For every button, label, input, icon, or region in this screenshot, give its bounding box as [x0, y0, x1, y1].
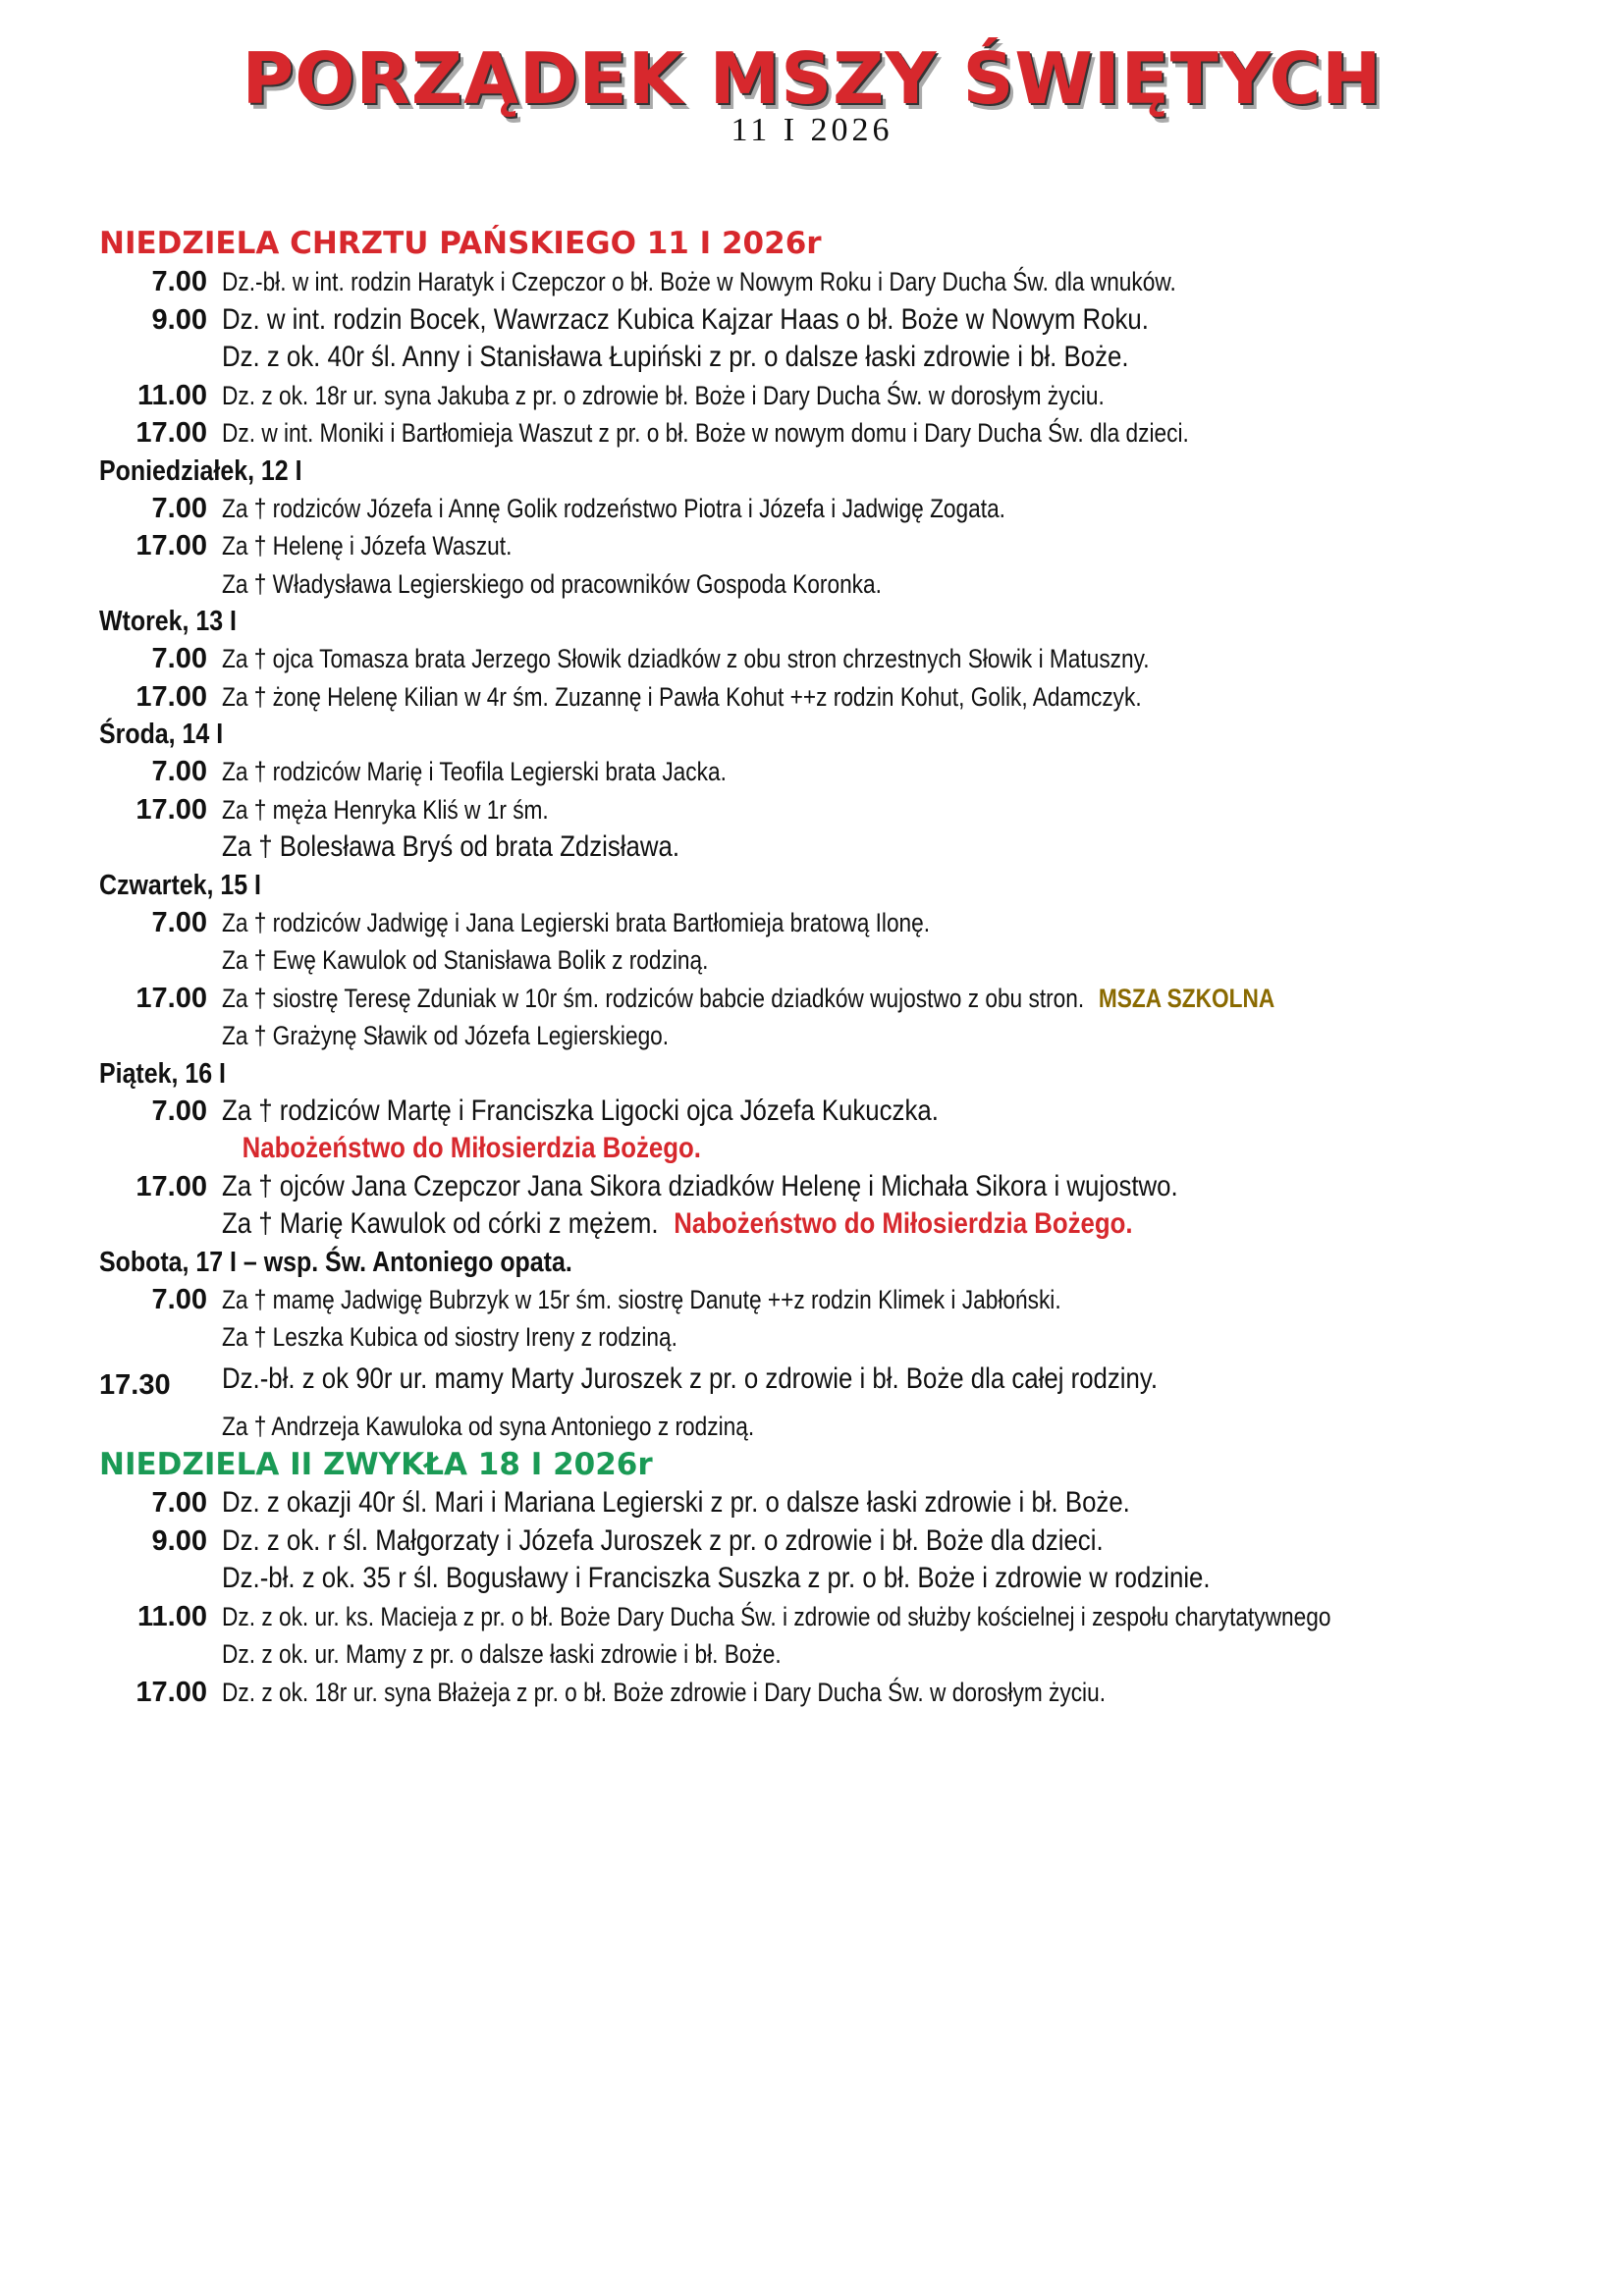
mass-entry: [0, 1674, 1624, 1712]
mass-intention: Dz. z okazji 40r śl. Mari i Mariana Legierski z pr. o dalsze łaski zdrowie i bł. Boże.: [222, 1486, 1130, 1519]
mass-time: 17.00: [135, 793, 207, 826]
mass-entry: [0, 1598, 1624, 1636]
mass-intention: Dz.-bł. z ok. 35 r śl. Bogusławy i Franciszka Suszka z pr. o bł. Boże i zdrowie w rodzinie.: [222, 1562, 1211, 1594]
mass-time: 7.00: [151, 492, 207, 524]
mass-entry: [0, 678, 1624, 717]
mass-entry: [0, 1205, 1624, 1244]
mass-time: 7.00: [151, 906, 207, 938]
mass-intention: Za † Bolesława Bryś od brata Zdzisława.: [222, 830, 680, 863]
mass-time: 7.00: [151, 643, 207, 674]
day-heading: Wtorek, 13 I: [99, 606, 237, 637]
mass-time: 17.00: [135, 530, 207, 561]
mass-entry: [0, 490, 1624, 528]
mass-intention: Dz. w int. Moniki i Bartłomieja Waszut z pr. o bł. Boże w nowym domu i Dary Ducha Św. dla dzieci.: [222, 418, 1189, 448]
mass-time: 17.00: [135, 680, 207, 713]
mass-intention: Za † męża Henryka Kliś w 1r śm.: [222, 794, 549, 825]
mass-intention: Za † Leszka Kubica od siostry Ireny z rodziną.: [222, 1322, 677, 1352]
mass-intention: Za † rodziców Józefa i Annę Golik rodzeństwo Piotra i Józefa i Jadwigę Zogata.: [222, 493, 1005, 523]
mass-intention: Dz.-bł. w int. rodzin Haratyk i Czepczor o bł. Boże w Nowym Roku i Dary Ducha Św. dla wnuków.: [222, 267, 1176, 296]
mass-entry: [0, 1560, 1624, 1598]
mass-intention: Dz. z ok. 40r śl. Anny i Stanisława Łupiński z pr. o dalsze łaski zdrowie i bł. Boże.: [222, 341, 1129, 373]
mass-intention: Dz. w int. rodzin Bocek, Wawrzacz Kubica Kajzar Haas o bł. Boże w Nowym Roku.: [222, 302, 1149, 336]
mass-time: 11.00: [137, 1600, 207, 1632]
mass-entry: [0, 1484, 1624, 1522]
mass-entry: [0, 1168, 1624, 1206]
mass-time: 17.00: [135, 417, 207, 449]
mass-entry: [0, 565, 1624, 604]
mass-entry: [0, 1318, 1624, 1357]
mass-entry: [0, 263, 1624, 301]
mass-time: 7.00: [151, 1487, 207, 1519]
mass-intention: Za † Władysława Legierskiego od pracowników Gospoda Koronka.: [222, 568, 882, 599]
mass-intention: Dz.-bł. z ok 90r ur. mamy Marty Juroszek z pr. o zdrowie i bł. Boże dla całej rodziny.: [222, 1362, 1159, 1395]
day-heading: Czwartek, 15 I: [99, 869, 261, 901]
mass-time: 9.00: [151, 1524, 207, 1557]
mass-entry: [0, 828, 1624, 867]
mass-time: 17.30: [99, 1368, 171, 1401]
mass-entry: [0, 339, 1624, 377]
mass-entry: [0, 377, 1624, 415]
mass-entry: [0, 1017, 1624, 1055]
mass-intention: Za † rodziców Martę i Franciszka Ligocki ojca Józefa Kukuczka.: [222, 1094, 939, 1127]
mass-intention: Za † rodziców Marię i Teofila Legierski brata Jacka.: [222, 757, 727, 786]
mass-entry: [0, 527, 1624, 565]
mass-entry: [0, 1408, 1624, 1446]
mass-intention: Za † Marię Kawulok od córki z mężem. Nabożeństwo do Miłosierdzia Bożego.: [222, 1207, 1133, 1240]
day-heading: Środa, 14 I: [99, 719, 224, 750]
mass-time: 11.00: [137, 379, 207, 411]
mass-intention: Dz. z ok. 18r ur. syna Błażeja z pr. o bł. Boże zdrowie i Dary Ducha Św. w dorosłym życiu.: [222, 1677, 1106, 1707]
devotion-note: Nabożeństwo do Miłosierdzia Bożego.: [667, 1207, 1133, 1240]
mass-intention: Za † ojców Jana Czepczor Jana Sikora dziadków Helenę i Michała Sikora i wujostwo.: [222, 1169, 1178, 1202]
mass-entry: [0, 791, 1624, 829]
mass-entry: [0, 1522, 1624, 1561]
mass-intention: [222, 1130, 701, 1167]
devotion-note: Nabożeństwo do Miłosierdzia Bożego.: [242, 1132, 701, 1164]
mass-intention: Dz. z ok. ur. ks. Macieja z pr. o bł. Boże Dary Ducha Św. i zdrowie od służby kościelnej i zespołu charytatywnego: [222, 1601, 1331, 1631]
mass-entry: [0, 414, 1624, 453]
schedule-date: 11 I 2026: [731, 112, 893, 148]
mass-time: 17.00: [135, 1676, 207, 1708]
mass-intention: Dz. z ok. 18r ur. syna Jakuba z pr. o zdrowie bł. Boże i Dary Ducha Św. w dorosłym życiu.: [222, 380, 1105, 410]
day-heading: Sobota, 17 I – wsp. Św. Antoniego opata.: [99, 1246, 572, 1278]
mass-schedule: [0, 224, 1624, 1711]
mass-entry: [0, 753, 1624, 791]
mass-time: 7.00: [151, 1095, 207, 1127]
mass-intention: Dz. z ok. r śl. Małgorzaty i Józefa Juroszek z pr. o zdrowie i bł. Boże dla dzieci.: [222, 1523, 1104, 1557]
mass-entry: [0, 1357, 1624, 1408]
mass-intention: Za † ojca Tomasza brata Jerzego Słowik dziadków z obu stron chrzestnych Słowik i Matuszny.: [222, 644, 1150, 673]
mass-intention: Dz. z ok. ur. Mamy z pr. o dalsze łaski zdrowie i bł. Boże.: [222, 1639, 782, 1669]
mass-entry: [0, 980, 1624, 1018]
sunday-heading: NIEDZIELA CHRZTU PAŃSKIEGO 11 I 2026r: [99, 226, 822, 261]
mass-intention: Za † Grażynę Sławik od Józefa Legierskiego.: [222, 1021, 670, 1050]
page-title: PORZĄDEK MSZY ŚWIĘTYCH: [242, 37, 1382, 120]
mass-time: 17.00: [135, 982, 207, 1014]
mass-time: 7.00: [151, 1283, 207, 1315]
mass-entry: [0, 904, 1624, 942]
mass-time: 9.00: [151, 303, 207, 336]
school-mass-note: MSZA SZKOLNA: [1092, 983, 1275, 1013]
mass-entry: [0, 640, 1624, 678]
mass-entry: [0, 1281, 1624, 1319]
mass-intention: Za † Ewę Kawulok od Stanisława Bolik z rodziną.: [222, 945, 709, 975]
mass-intention: Za † siostrę Teresę Zduniak w 10r śm. rodziców babcie dziadków wujostwo z obu stron. MSZA SZKOLNA: [222, 983, 1275, 1013]
mass-entry: [0, 941, 1624, 980]
mass-time: 7.00: [151, 756, 207, 787]
mass-entry: [0, 301, 1624, 340]
mass-intention: Za † rodziców Jadwigę i Jana Legierski brata Bartłomieja bratową Ilonę.: [222, 907, 931, 937]
sunday-heading: NIEDZIELA II ZWYKŁA 18 I 2026r: [99, 1447, 653, 1482]
day-heading: Poniedziałek, 12 I: [99, 454, 302, 487]
mass-intention: Za † Helenę i Józefa Waszut.: [222, 531, 513, 561]
mass-entry: [0, 1093, 1624, 1131]
mass-time: 17.00: [135, 1170, 207, 1202]
day-heading: Piątek, 16 I: [99, 1057, 226, 1090]
mass-entry: [0, 1130, 1624, 1168]
mass-intention: Za † Andrzeja Kawuloka od syna Antoniego z rodziną.: [222, 1411, 755, 1441]
mass-entry: [0, 1635, 1624, 1674]
mass-time: 7.00: [151, 266, 207, 297]
mass-intention: Za † mamę Jadwigę Bubrzyk w 15r śm. siostrę Danutę ++z rodzin Klimek i Jabłoński.: [222, 1284, 1061, 1314]
mass-intention: Za † żonę Helenę Kilian w 4r śm. Zuzannę i Pawła Kohut ++z rodzin Kohut, Golik, Adamczyk.: [222, 681, 1142, 712]
